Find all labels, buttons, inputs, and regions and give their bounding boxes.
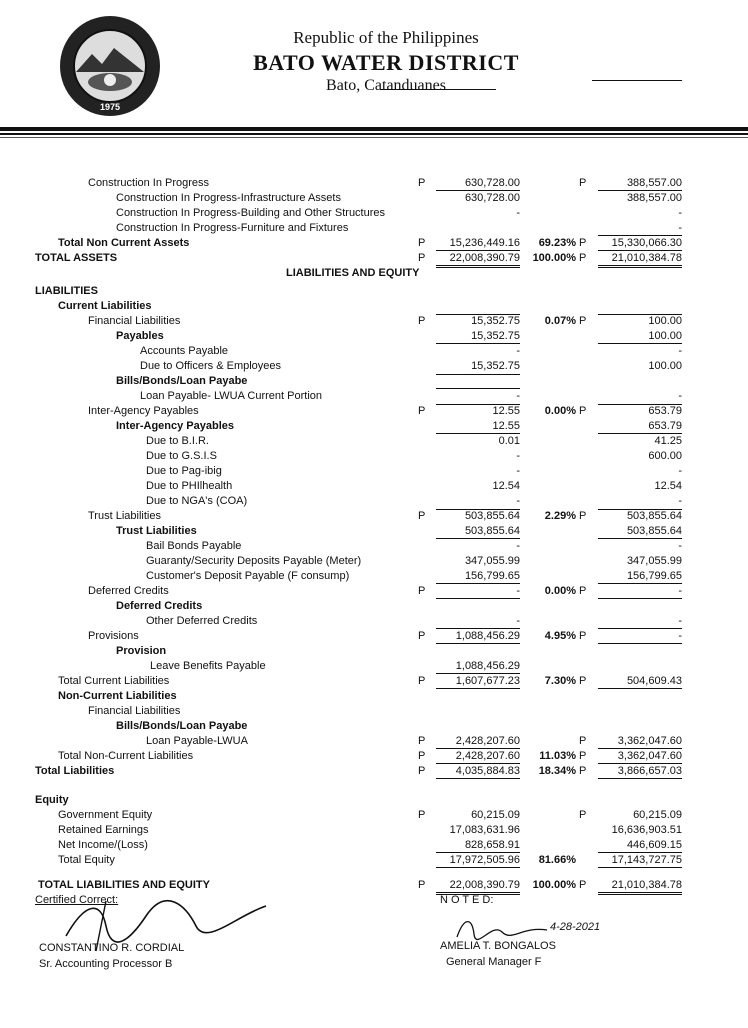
asset-label-1: Construction In Progress-Infrastructure Assets [116,192,341,204]
liab-overrule1-2 [436,314,520,315]
liab-overrule1-6 [436,374,520,375]
grand-total-value2-0: 21,010,384.78 [611,879,682,891]
liab-value2-12: - [678,465,682,477]
liab-label-10: Due to B.I.R. [146,435,209,447]
liab-value2-26: 504,609.43 [626,675,682,687]
liab-label-28: Financial Liabilities [88,705,181,717]
grand-total-rule1-0 [436,892,520,895]
liab-label-30: Loan Payable-LWUA [146,735,248,747]
liab-rule1-25 [436,673,520,674]
header-underline [380,89,496,90]
liab-label-25: Leave Benefits Payable [150,660,266,672]
liab-currency1-2: P [418,315,426,327]
liab-value2-23: - [678,630,682,642]
liab-overrule2-8 [598,404,682,405]
liab-rule1-16 [436,538,520,539]
liab-label-7: Loan Payable- LWUA Current Portion [140,390,322,402]
header-right-line [592,80,682,81]
liab-value2-16: 503,855.64 [626,525,682,537]
liab-value1-23: 1,088,456.29 [455,630,520,642]
noted-date: 4-28-2021 [550,921,601,933]
liab-value1-32: 4,035,884.83 [455,765,520,777]
liab-value2-4: - [678,345,682,357]
liab-value1-20: - [516,585,520,597]
liab-currency2-26: P [579,675,587,687]
liab-currency2-30: P [579,735,587,747]
liab-label-9: Inter-Agency Payables [116,420,234,432]
asset-rule1-0 [436,190,520,191]
liab-value2-7: - [678,390,682,402]
liab-value1-5: 15,352.75 [471,360,520,372]
asset-percent-5: 100.00% [532,252,576,264]
certified-name: CONSTANTINO R. CORDIAL [39,942,185,954]
liab-label-29: Bills/Bonds/Loan Payabe [116,720,248,732]
liab-label-12: Due to Pag-ibig [146,465,222,477]
asset-value2-3: - [678,222,682,234]
equity-value2-1: 60,215.09 [633,809,682,821]
liab-label-31: Total Non-Current Liabilities [58,750,194,762]
liab-value1-8: 12.55 [492,405,520,417]
equity-value2-2: 16,636,903.51 [611,824,682,836]
liab-currency1-31: P [418,750,426,762]
liab-value2-17: - [678,540,682,552]
liab-rule2-20 [598,598,682,599]
liab-value1-25: 1,088,456.29 [455,660,520,672]
liab-value1-16: 503,855.64 [464,525,520,537]
liab-label-1: Current Liabilities [58,300,152,312]
liab-value2-8: 653.79 [648,405,682,417]
asset-value2-5: 21,010,384.78 [611,252,682,264]
asset-percent-4: 69.23% [538,237,576,249]
equity-currency2-1: P [579,809,587,821]
liab-value1-22: - [516,615,520,627]
liab-label-22: Other Deferred Credits [146,615,258,627]
liab-rule2-30 [598,748,682,749]
liab-overrule1-15 [436,509,520,510]
header-republic: Republic of the Philippines [293,28,479,47]
liab-rule1-9 [436,433,520,434]
liab-rule1-3 [436,343,520,344]
liab-rule1-20 [436,598,520,599]
asset-rule2-5 [598,265,682,268]
liab-percent-31: 11.03% [539,750,576,762]
equity-value2-4: 17,143,727.75 [611,854,682,866]
liab-rule1-22 [436,628,520,629]
liab-value1-3: 15,352.75 [471,330,520,342]
liab-rule1-32 [436,778,520,779]
liab-value1-26: 1,607,677.23 [455,675,520,687]
noted-title: General Manager F [446,956,542,968]
liab-currency1-23: P [418,630,426,642]
asset-value1-4: 15,236,449.16 [449,237,520,249]
asset-currency2-4: P [579,237,587,249]
liab-value2-2: 100.00 [648,315,682,327]
liab-currency1-8: P [418,405,426,417]
certified-title: Sr. Accounting Processor B [39,958,173,970]
liab-label-4: Accounts Payable [140,345,229,357]
liab-label-6: Bills/Bonds/Loan Payabe [116,375,248,387]
liab-value1-10: 0.01 [498,435,520,447]
asset-currency2-0: P [579,177,587,189]
equity-value2-3: 446,609.15 [626,839,682,851]
liab-label-2: Financial Liabilities [88,315,181,327]
liab-currency2-8: P [579,405,587,417]
liab-value1-11: - [516,450,520,462]
liab-rule1-6 [436,388,520,389]
liab-overrule2-2 [598,314,682,315]
liab-label-27: Non-Current Liabilities [58,690,177,702]
asset-rule2-0 [598,190,682,191]
liab-percent-20: 0.00% [544,585,576,597]
liab-value1-17: - [516,540,520,552]
liab-value1-2: 15,352.75 [471,315,520,327]
asset-value2-2: - [678,207,682,219]
asset-rule1-5 [436,265,520,268]
liab-label-24: Provision [116,645,167,657]
liab-label-32: Total Liabilities [35,765,115,777]
liab-label-18: Guaranty/Security Deposits Payable (Meter) [146,555,362,567]
liab-label-3: Payables [116,330,164,342]
liab-value2-9: 653.79 [648,420,682,432]
liab-label-23: Provisions [88,630,139,642]
liab-value1-31: 2,428,207.60 [455,750,520,762]
liab-currency2-31: P [579,750,587,762]
liab-currency1-20: P [418,585,426,597]
liab-value2-22: - [678,615,682,627]
liab-value2-18: 347,055.99 [626,555,682,567]
liab-value2-32: 3,866,657.03 [617,765,682,777]
liab-label-17: Bail Bonds Payable [146,540,242,552]
liab-label-20: Deferred Credits [88,585,169,597]
liab-label-14: Due to NGA's (COA) [146,495,248,507]
certified-label: Certified Correct: [35,894,119,906]
liab-label-21: Deferred Credits [116,600,203,612]
liab-percent-8: 0.00% [544,405,576,417]
liab-value1-12: - [516,465,520,477]
liab-value1-18: 347,055.99 [464,555,520,567]
liab-rule2-9 [598,433,682,434]
asset-currency1-4: P [418,237,426,249]
liab-label-13: Due to PHIlhealth [146,480,233,492]
grand-total-value1-0: 22,008,390.79 [449,879,520,891]
grand-total-percent-0: 100.00% [532,879,576,891]
liab-value2-13: 12.54 [654,480,682,492]
liab-rule2-31 [598,763,682,764]
asset-label-4: Total Non Current Assets [58,237,190,249]
liab-value1-30: 2,428,207.60 [455,735,520,747]
asset-label-2: Construction In Progress-Building and Other Structures [116,207,386,219]
equity-value1-1: 60,215.09 [471,809,520,821]
liab-value1-13: 12.54 [492,480,520,492]
asset-label-3: Construction In Progress-Furniture and Fixtures [116,222,349,234]
liab-label-0: LIABILITIES [35,285,98,297]
asset-currency1-5: P [418,252,426,264]
asset-value2-4: 15,330,066.30 [611,237,682,249]
liab-rule1-30 [436,748,520,749]
liab-value1-4: - [516,345,520,357]
asset-value1-5: 22,008,390.79 [449,252,520,264]
liab-percent-15: 2.29% [544,510,576,522]
asset-label-5: TOTAL ASSETS [35,252,118,264]
liab-label-8: Inter-Agency Payables [88,405,199,417]
noted-label: N O T E D: [440,894,494,906]
liab-value1-9: 12.55 [492,420,520,432]
header-rule-2 [0,133,748,135]
asset-value1-2: - [516,207,520,219]
equity-label-4: Total Equity [58,854,115,866]
liab-rule1-19 [436,583,520,584]
liab-rule2-26 [598,688,682,689]
liab-percent-32: 18.34% [538,765,576,777]
liab-overrule1-8 [436,404,520,405]
equity-rule2-3 [598,852,682,853]
liab-label-11: Due to G.S.I.S [146,450,217,462]
liab-value2-5: 100.00 [648,360,682,372]
liab-percent-23: 4.95% [544,630,576,642]
asset-currency1-0: P [418,177,426,189]
liab-currency2-20: P [579,585,587,597]
liab-value1-15: 503,855.64 [464,510,520,522]
liab-value2-31: 3,362,047.60 [617,750,682,762]
equity-label-3: Net Income/(Loss) [58,839,148,851]
svg-text:1975: 1975 [99,102,121,112]
liab-label-26: Total Current Liabilities [58,675,170,687]
liab-value1-7: - [516,390,520,402]
asset-label-0: Construction In Progress [88,177,210,189]
equity-rule1-4 [436,867,520,868]
liab-label-15: Trust Liabilities [88,510,161,522]
liab-value2-20: - [678,585,682,597]
liab-currency2-23: P [579,630,587,642]
liab-percent-26: 7.30% [544,675,576,687]
header-district-name: BATO WATER DISTRICT [253,50,519,75]
grand-total-currency2-0: P [579,879,587,891]
equity-rule2-4 [598,867,682,868]
liab-value2-3: 100.00 [648,330,682,342]
liab-currency1-26: P [418,675,426,687]
liab-rule2-22 [598,628,682,629]
grand-total-rule2-0 [598,892,682,895]
equity-percent-4: 81.66% [538,854,576,866]
asset-currency2-5: P [579,252,587,264]
asset-rule1-4 [436,250,520,251]
liab-rule2-16 [598,538,682,539]
liab-rule1-31 [436,763,520,764]
liab-value2-15: 503,855.64 [626,510,682,522]
liab-currency2-15: P [579,510,587,522]
grand-total-label-0: TOTAL LIABILITIES AND EQUITY [38,879,210,891]
liab-rule2-32 [598,778,682,779]
liab-currency2-32: P [579,765,587,777]
liab-value2-10: 41.25 [654,435,682,447]
asset-rule2-3 [598,235,682,236]
header-address: Bato, Catanduanes [326,77,446,94]
noted-name: AMELIA T. BONGALOS [440,940,556,952]
liab-currency1-32: P [418,765,426,777]
liab-value2-14: - [678,495,682,507]
liab-label-5: Due to Officers & Employees [140,360,282,372]
liab-value2-19: 156,799.65 [626,570,682,582]
equity-label-2: Retained Earnings [58,824,149,836]
equity-value1-4: 17,972,505.96 [449,854,520,866]
liab-currency2-2: P [579,315,587,327]
liab-percent-2: 0.07% [544,315,576,327]
liab-value2-11: 600.00 [648,450,682,462]
liab-overrule2-15 [598,509,682,510]
liab-value1-14: - [516,495,520,507]
asset-value1-0: 630,728.00 [464,177,520,189]
liab-value2-30: 3,362,047.60 [617,735,682,747]
asset-value2-1: 388,557.00 [626,192,682,204]
liab-rule2-3 [598,343,682,344]
header-rule-3 [0,137,748,138]
equity-currency1-1: P [418,809,426,821]
liab-label-16: Trust Liabilities [116,525,197,537]
asset-value1-1: 630,728.00 [464,192,520,204]
liab-currency1-30: P [418,735,426,747]
liab-rule1-23 [436,643,520,644]
grand-total-currency1-0: P [418,879,426,891]
liab-value1-19: 156,799.65 [464,570,520,582]
equity-value1-3: 828,658.91 [464,839,520,851]
header-rule [0,127,748,131]
district-seal [58,14,162,118]
liab-currency1-15: P [418,510,426,522]
liab-rule2-23 [598,643,682,644]
asset-rule2-4 [598,250,682,251]
equity-label-1: Government Equity [58,809,153,821]
asset-value2-0: 388,557.00 [626,177,682,189]
liab-rule2-19 [598,583,682,584]
liab-label-19: Customer's Deposit Payable (F consump) [146,570,350,582]
equity-value1-2: 17,083,631.96 [449,824,520,836]
equity-rule1-3 [436,852,520,853]
section-title-liabilities-equity: LIABILITIES AND EQUITY [286,267,420,279]
equity-label-0: Equity [35,794,69,806]
liab-rule1-26 [436,688,520,689]
